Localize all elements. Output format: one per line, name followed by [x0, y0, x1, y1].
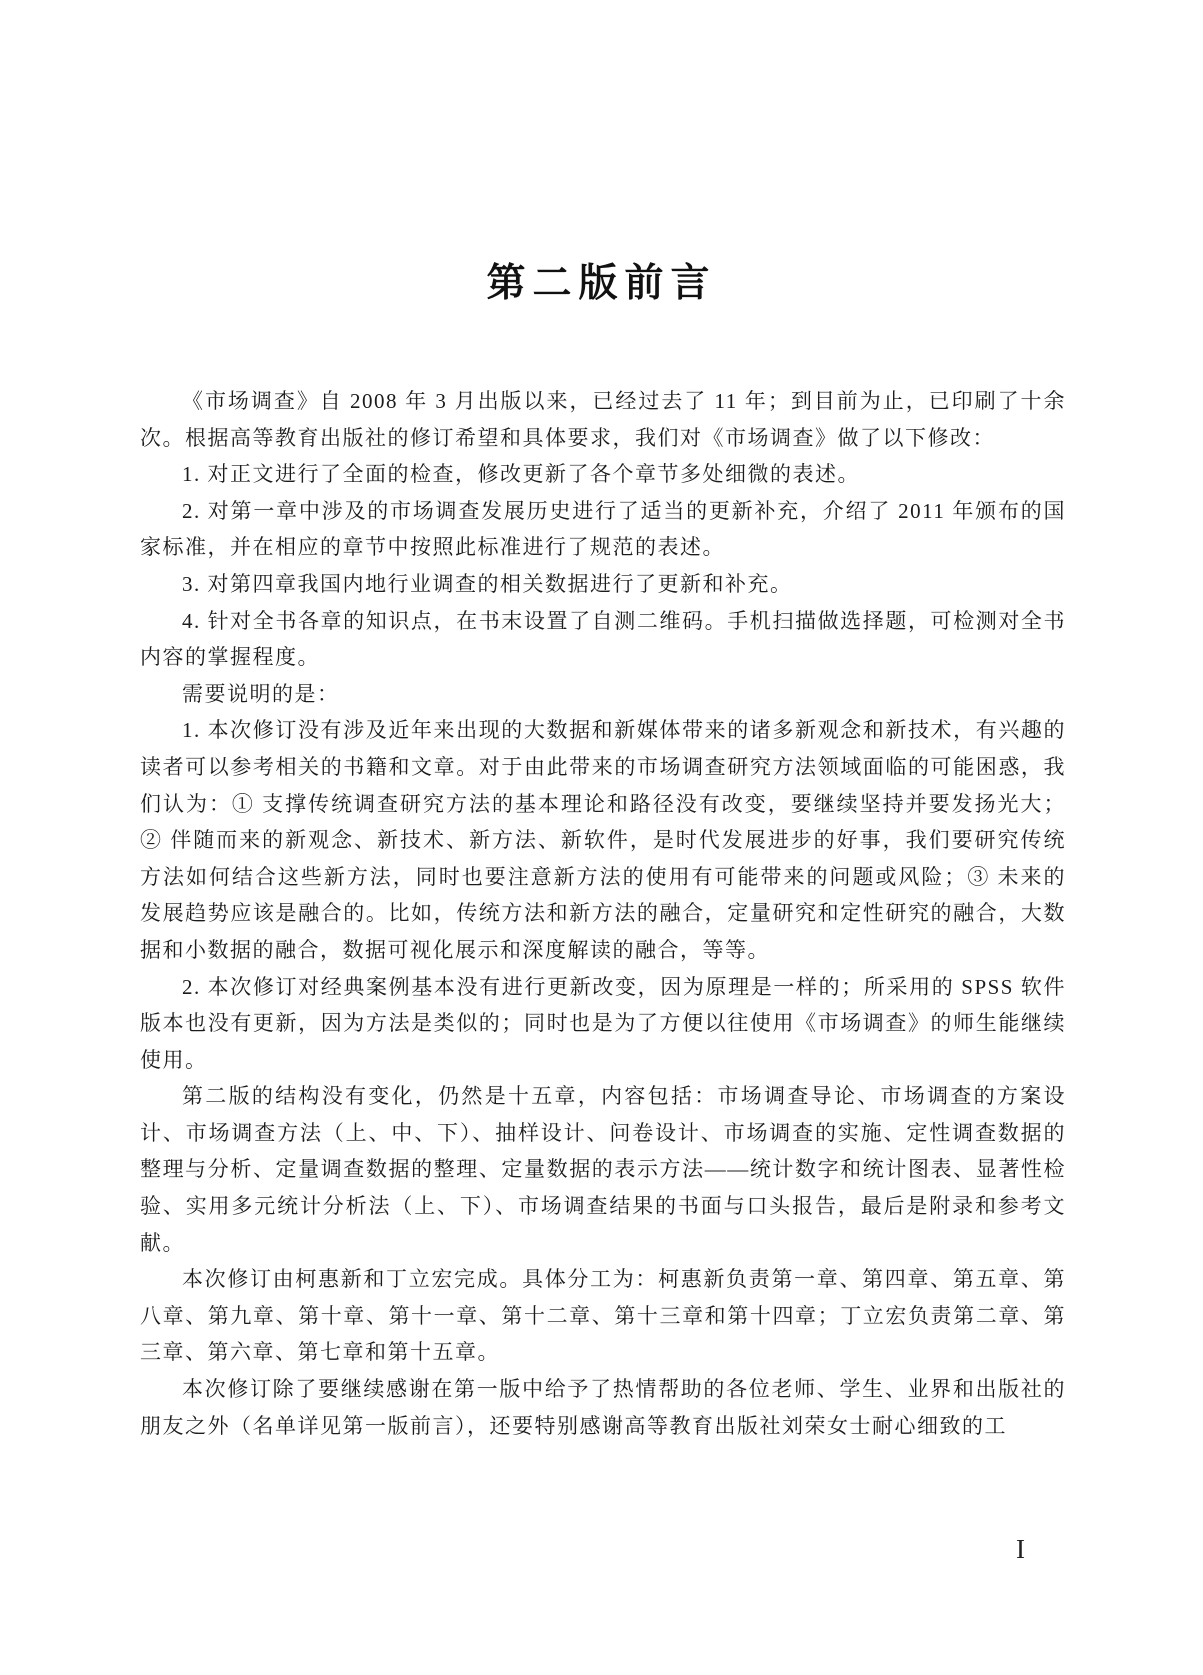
- preface-paragraph: 本次修订除了要继续感谢在第一版中给予了热情帮助的各位老师、学生、业界和出版社的朋友之外（名单详见第一版前言），还要特别感谢高等教育出版社刘荣女士耐心细致的工: [140, 1377, 1066, 1438]
- page-number: I: [1016, 1534, 1025, 1564]
- preface-paragraph: 4. 针对全书各章的知识点，在书末设置了自测二维码。手机扫描做选择题，可检测对全书内容的掌握程度。: [140, 608, 1066, 670]
- page-title: 第二版前言: [486, 262, 717, 305]
- preface-paragraph: 2. 本次修订对经典案例基本没有进行更新改变，因为原理是一样的；所采用的 SPSS 软件版本也没有更新，因为方法是类似的；同时也是为了方便以往使用《市场调查》的师生能继续使用。: [140, 974, 1066, 1072]
- preface-paragraph: 1. 对正文进行了全面的检查，修改更新了各个章节多处细微的表述。: [182, 462, 860, 487]
- preface-paragraph: 《市场调查》自 2008 年 3 月出版以来，已经过去了 11 年；到目前为止，已印刷了十余次。根据高等教育出版社的修订希望和具体要求，我们对《市场调查》做了以下修改：: [140, 389, 1066, 450]
- preface-paragraph: 3. 对第四章我国内地行业调查的相关数据进行了更新和补充。: [182, 571, 793, 596]
- preface-paragraph: 2. 对第一章中涉及的市场调查发展历史进行了适当的更新补充，介绍了 2011 年颁布的国家标准，并在相应的章节中按照此标准进行了规范的表述。: [140, 498, 1066, 560]
- preface-paragraph: 需要说明的是：: [182, 681, 340, 706]
- preface-body: [140, 383, 1066, 1444]
- preface-paragraph: 1. 本次修订没有涉及近年来出现的大数据和新媒体带来的诸多新观念和新技术，有兴趣的读者可以参考相关的书籍和文章。对于由此带来的市场调查研究方法领域面临的可能困惑，我们认为：① 支撑传统调查研究方法的基本理论和路径没有改变，要继续坚持并要发扬光大；② 伴随而来的新观念、新技术、新方法、新软件，是时代发展进步的好事，我们要研究传统方法如何结合这些新方法，同时也要注意新方法的使用有可能带来的问题或风险；③ 未来的发展趋势应该是融合的。比如，传统方法和新方法的融合，定量研究和定性研究的融合，大数据和小数据的融合，数据可视化展示和深度解读的融合，等等。: [140, 718, 1066, 962]
- preface-paragraph: 本次修订由柯惠新和丁立宏完成。具体分工为：柯惠新负责第一章、第四章、第五章、第八章、第九章、第十章、第十一章、第十二章、第十三章和第十四章；丁立宏负责第二章、第三章、第六章、第七章和第十五章。: [140, 1267, 1066, 1365]
- preface-paragraph: 第二版的结构没有变化，仍然是十五章，内容包括：市场调查导论、市场调查的方案设计、市场调查方法（上、中、下）、抽样设计、问卷设计、市场调查的实施、定性调查数据的整理与分析、定量调查数据的整理、定量数据的表示方法——统计数字和统计图表、显著性检验、实用多元统计分析法（上、下）、市场调查结果的书面与口头报告，最后是附录和参考文献。: [140, 1084, 1066, 1255]
